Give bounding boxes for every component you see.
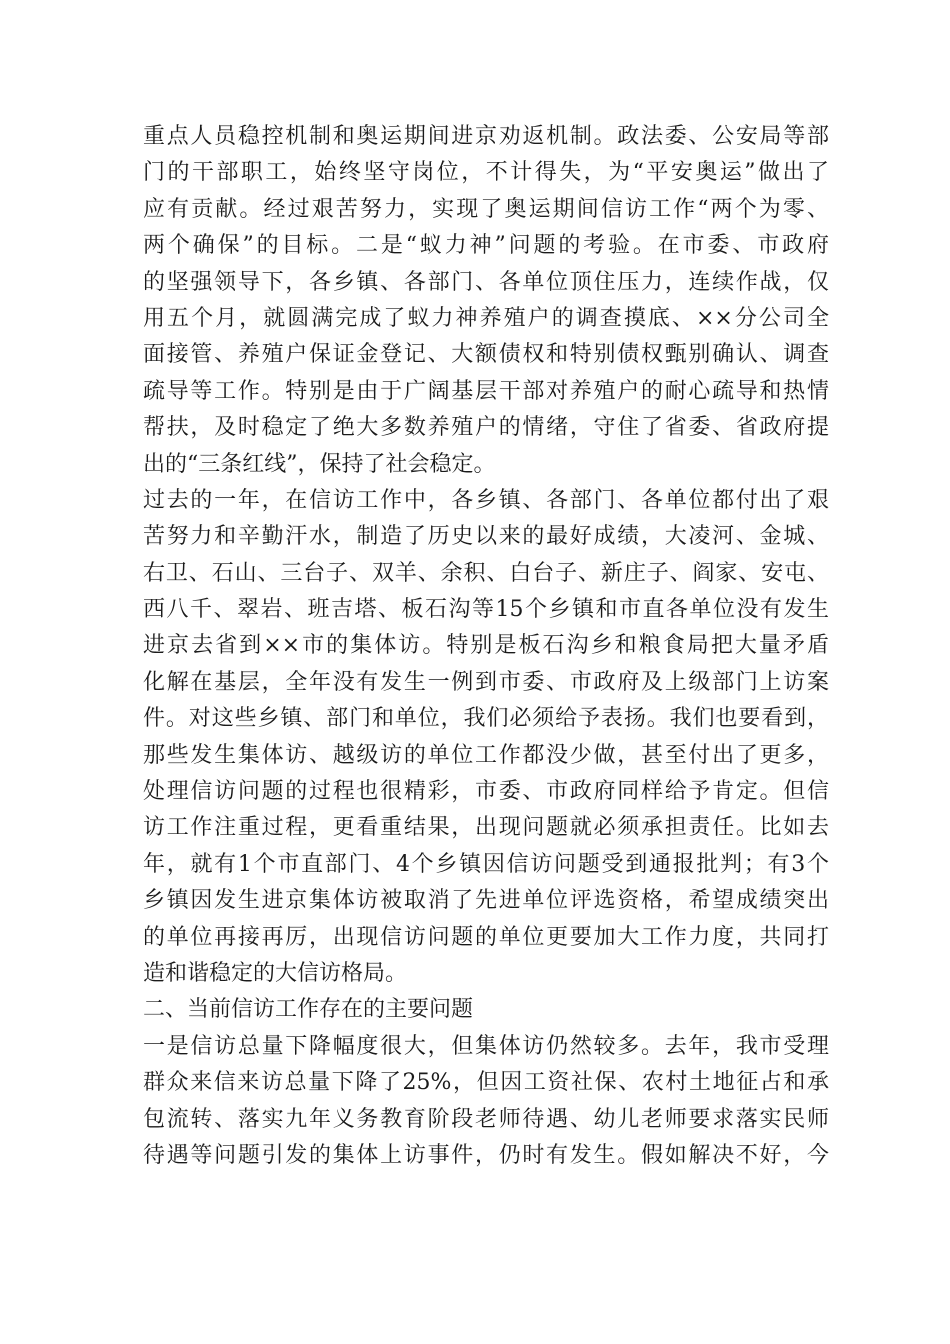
text-line: 件。对这些乡镇、部门和单位，我们必须给予表扬。我们也要看到， xyxy=(143,706,829,732)
text-line: 两个确保”的目标。二是“蚁力神”问题的考验。在市委、市政府 xyxy=(143,233,829,259)
text-line: 重点人员稳控机制和奥运期间进京劝返机制。政法委、公安局等部 xyxy=(143,124,829,149)
text-line: 面接管、养殖户保证金登记、大额债权和特别债权甄别确认、调查 xyxy=(143,342,829,368)
text-line: 过去的一年，在信访工作中，各乡镇、各部门、各单位都付出了艰 xyxy=(143,487,829,513)
text-line: 访工作注重过程，更看重结果，出现问题就必须承担责任。比如去 xyxy=(143,815,829,841)
text-line: 进京去省到××市的集体访。特别是板石沟乡和粮食局把大量矛盾 xyxy=(143,633,829,659)
text-line: 待遇等问题引发的集体上访事件，仍时有发生。假如解决不好，今 xyxy=(143,1142,829,1168)
text-line: 包流转、落实九年义务教育阶段老师待遇、幼儿老师要求落实民师 xyxy=(143,1106,829,1132)
document-body xyxy=(143,119,829,1174)
text-line: 用五个月，就圆满完成了蚁力神养殖户的调查摸底、××分公司全 xyxy=(143,305,829,331)
text-line: 疏导等工作。特别是由于广阔基层干部对养殖户的耐心疏导和热情 xyxy=(143,378,829,404)
text-line: 门的干部职工，始终坚守岗位，不计得失，为“平安奥运”做出了 xyxy=(143,160,829,186)
text-line: 应有贡献。经过艰苦努力，实现了奥运期间信访工作“两个为零、 xyxy=(143,196,829,222)
section-heading: 二、当前信访工作存在的主要问题 xyxy=(143,997,474,1023)
text-line: 的坚强领导下，各乡镇、各部门、各单位顶住压力，连续作战，仅 xyxy=(143,269,829,295)
text-line: 处理信访问题的过程也很精彩，市委、市政府同样给予肯定。但信 xyxy=(143,779,829,805)
text-line: 西八千、翠岩、班吉塔、板石沟等15个乡镇和市直各单位没有发生 xyxy=(143,597,829,623)
text-line: 苦努力和辛勤汗水，制造了历史以来的最好成绩，大凌河、金城、 xyxy=(143,524,829,550)
text-line: 化解在基层，全年没有发生一例到市委、市政府及上级部门上访案 xyxy=(143,669,829,695)
text-line: 右卫、石山、三台子、双羊、余积、白台子、新庄子、阎家、安屯、 xyxy=(143,560,829,586)
text-line: 那些发生集体访、越级访的单位工作都没少做，甚至付出了更多， xyxy=(143,742,829,768)
text-line: 年，就有1个市直部门、4个乡镇因信访问题受到通报批判；有3个 xyxy=(143,851,829,877)
text-line: 一是信访总量下降幅度很大，但集体访仍然较多。去年，我市受理 xyxy=(143,1033,829,1059)
text-line: 帮扶，及时稳定了绝大多数养殖户的情绪，守住了省委、省政府提 xyxy=(143,415,829,441)
text-line: 出的“三条红线”，保持了社会稳定。 xyxy=(143,451,496,477)
text-line: 乡镇因发生进京集体访被取消了先进单位评选资格，希望成绩突出 xyxy=(143,888,829,914)
text-line: 的单位再接再厉，出现信访问题的单位更要加大工作力度，共同打 xyxy=(143,924,829,950)
text-line: 群众来信来访总量下降了25%，但因工资社保、农村土地征占和承 xyxy=(143,1070,829,1096)
text-line: 造和谐稳定的大信访格局。 xyxy=(143,960,408,986)
